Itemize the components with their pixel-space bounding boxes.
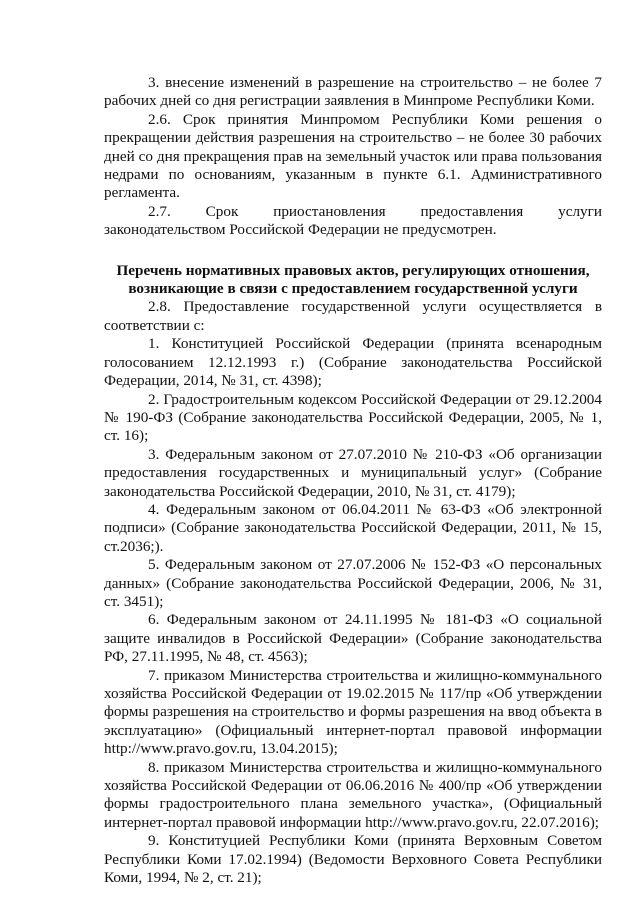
document-body — [104, 74, 602, 887]
paragraph-2-8: 2.8. Предоставление государственной услуги осуществляется в соответствии с: — [104, 298, 602, 334]
paragraph-3: 3. внесение изменений в разрешение на строительство – не более 7 рабочих дней со дня регистрации заявления в Минпроме Республики Коми. — [104, 74, 602, 110]
list-item: 6. Федеральным законом от 24.11.1995 № 181-ФЗ «О социальной защите инвалидов в Российской Федерации» (Собрание законодательства РФ, 27.11.1995, № 48, ст. 4563); — [104, 611, 602, 666]
list-item: 2. Градостроительным кодексом Российской Федерации от 29.12.2004 № 190-ФЗ (Собрание законодательства Российской Федерации, 2005, № 1, ст. 16); — [104, 390, 602, 445]
list-item: 9. Конституцией Республики Коми (принята Верховным Советом Республики Коми 17.02.1994) (Ведомости Верховного Совета Республики Коми, 1994, № 2, ст. 21); — [104, 832, 602, 887]
paragraph-2-6: 2.6. Срок принятия Минпромом Республики Коми решения о прекращении действия разрешения на строительство – не более 30 рабочих дней со дня прекращения прав на земельный участок или права пользования недрами по основаниям, указанным в пункте 6.1. Административного регламента. — [104, 110, 602, 202]
list-item: 4. Федеральным законом от 06.04.2011 № 63-ФЗ «Об электронной подписи» (Собрание законодательства Российской Федерации, 2011, № 15, ст.2036;). — [104, 500, 602, 555]
list-item: 7. приказом Министерства строительства и жилищно-коммунального хозяйства Российской Федерации от 19.02.2015 № 117/пр «Об утверждении формы разрешения на строительство и формы разрешения на ввод объекта в эксплуатацию» (Официальный интернет-портал правовой информации http://www.pravo.gov.ru, 13.04.2015); — [104, 666, 602, 758]
paragraph-2-7: 2.7. Срок приостановления предоставления услуги законодательством Российской Федерации не предусмотрен. — [104, 202, 602, 239]
list-item: 1. Конституцией Российской Федерации (принята всенародным голосованием 12.12.1993 г.) (Собрание законодательства Российской Федерации, 2014, № 31, ст. 4398); — [104, 335, 602, 390]
list-item: 8. приказом Министерства строительства и жилищно-коммунального хозяйства Российской Федерации от 06.06.2016 № 400/пр «Об утверждении формы градостроительного плана земельного участка», (Официальный интернет-портал правовой информации http://www.pravo.gov.ru, 22.07.2016); — [104, 758, 602, 831]
section-heading: Перечень нормативных правовых актов, регулирующих отношения, возникающие в связи с предоставлением государственной услуги — [116, 261, 590, 298]
list-item: 5. Федеральным законом от 27.07.2006 № 152-ФЗ «О персональных данных» (Собрание законодательства Российской Федерации, 2006, № 31, ст. 3451); — [104, 556, 602, 610]
list-item: 3. Федеральным законом от 27.07.2010 № 210-ФЗ «Об организации предоставления государственных и муниципальный услуг» (Собрание законодательства Российской Федерации, 2010, № 31, ст. 4179); — [104, 445, 602, 500]
